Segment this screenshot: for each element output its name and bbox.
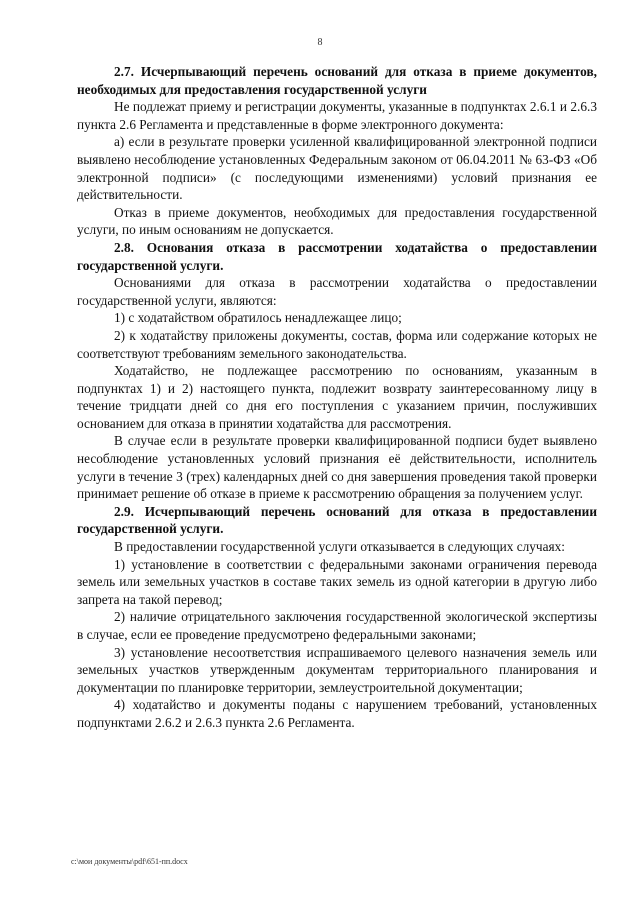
body-paragraph: Не подлежат приему и регистрации документы, указанные в подпунктах 2.6.1 и 2.6.3 пункта 2.6 Регламента и представленные в форме электронного документа: (77, 99, 597, 132)
section-heading: 2.9. Исчерпывающий перечень оснований для отказа в предоставлении государственной услуги. (77, 503, 597, 537)
body-paragraph: 1) установление в соответствии с федеральными законами ограничения перевода земель или земельных участков в составе таких земель из одной категории в другую либо запрета на такой перевод; (77, 556, 597, 607)
body-paragraph: Ходатайство, не подлежащее рассмотрению по основаниям, указанным в подпунктах 1) и 2) настоящего пункта, подлежит возврату заинтересованному лицу в течение тридцати дней со дня его поступления с указанием причин, послуживших основанием для отказа в принятии ходатайства для рассмотрения. (77, 363, 597, 431)
body-paragraph: 3) установление несоответствия испрашиваемого целевого назначения земель или земельных участков утвержденным документам территориального планирования и документации по планировке территории, землеустроительной документации; (77, 644, 597, 695)
body-paragraph: 2) наличие отрицательного заключения государственной экологической экспертизы в случае, если ее проведение предусмотрено федеральными законами; (77, 609, 597, 642)
document-body (77, 63, 597, 732)
section-heading: 2.7. Исчерпывающий перечень оснований для отказа в приеме документов, необходимых для предоставления государственной услуги (77, 64, 597, 97)
section-heading: 2.8. Основания отказа в рассмотрении ходатайства о предоставлении государственной услуги. (77, 239, 597, 273)
body-paragraph: Отказ в приеме документов, необходимых для предоставления государственной услуги, по иным основаниям не допускается. (77, 204, 597, 238)
body-paragraph: а) если в результате проверки усиленной квалифицированной электронной подписи выявлено несоблюдение установленных Федеральным законом от 06.04.2011 № 63-ФЗ «Об электронной подписи» (с последующими изменениями) условий признания ее действительности. (77, 134, 597, 203)
body-paragraph: В случае если в результате проверки квалифицированной подписи будет выявлено несоблюдение установленных условий признания её действительности, исполнитель услуги в течение 3 (трех) календарных дней со дня завершения проведения такой проверки принимает решение об отказе в приеме к рассмотрению обращения за получением услуг. (77, 433, 597, 502)
body-paragraph: В предоставлении государственной услуги отказывается в следующих случаях: (114, 539, 565, 555)
body-paragraph: 4) ходатайство и документы поданы с нарушением требований, установленных подпунктами 2.6.2 и 2.6.3 пункта 2.6 Регламента. (77, 697, 597, 730)
page-number: 8 (317, 37, 323, 48)
body-paragraph: 1) с ходатайством обратилось ненадлежащее лицо; (114, 310, 402, 326)
footer-file-path: c:\мои документы\pdf\651-пп.docx (71, 857, 188, 866)
body-paragraph: 2) к ходатайству приложены документы, состав, форма или содержание которых не соответствуют требованиям земельного законодательства. (77, 327, 597, 361)
body-paragraph: Основаниями для отказа в рассмотрении ходатайства о предоставлении государственной услуги, являются: (77, 275, 597, 308)
